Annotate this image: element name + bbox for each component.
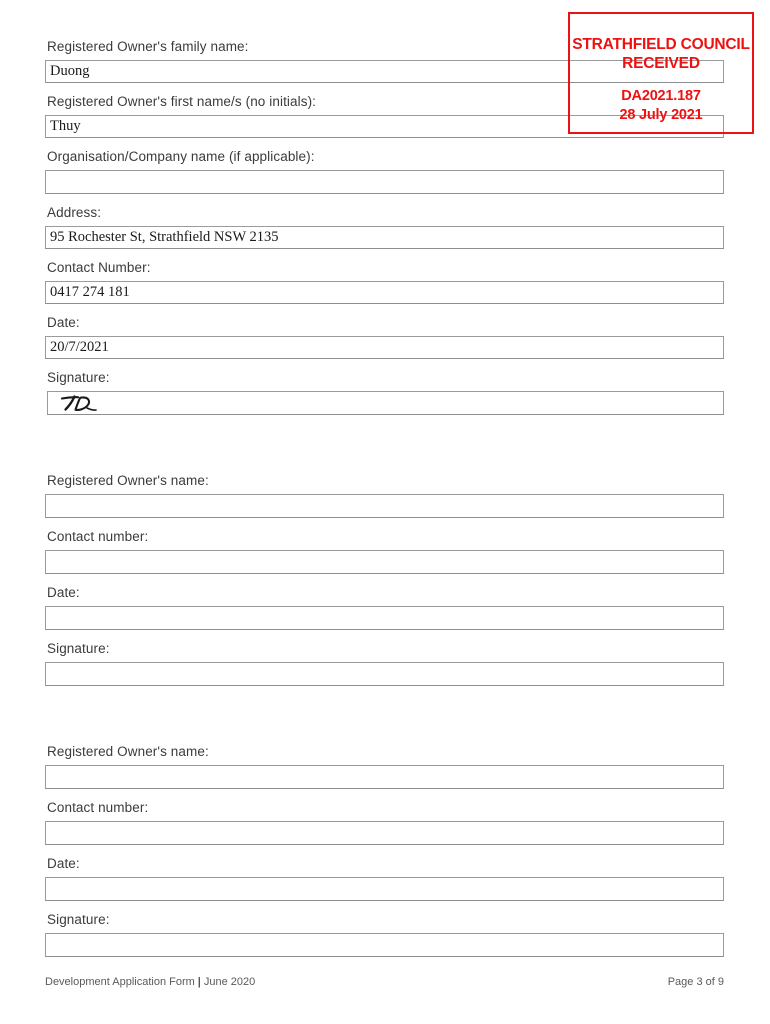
stamp-received-label: RECEIVED xyxy=(622,55,700,72)
input-first-name[interactable] xyxy=(45,115,724,138)
input-contact-number[interactable] xyxy=(45,281,724,304)
field-group-contact-number xyxy=(45,259,724,304)
stamp-da-reference: DA2021.187 xyxy=(621,88,701,104)
field-group-owner3-name xyxy=(45,743,724,789)
field-group-owner2-date xyxy=(45,584,724,630)
owner-block-2 xyxy=(45,472,724,686)
label-contact-number: Contact Number: xyxy=(47,260,151,275)
value-contact-number: 0417 274 181 xyxy=(50,284,130,300)
input-signature[interactable] xyxy=(47,391,724,415)
label-first-name: Registered Owner's first name/s (no initials): xyxy=(47,94,317,109)
label-owner2-date: Date: xyxy=(47,585,80,600)
stamp-council-name: STRATHFIELD COUNCIL xyxy=(572,36,750,53)
input-owner2-date[interactable] xyxy=(45,606,724,630)
input-owner2-signature[interactable] xyxy=(45,662,724,686)
value-first-name: Thuy xyxy=(50,118,81,134)
label-address: Address: xyxy=(47,205,102,220)
owner-block-3 xyxy=(45,743,724,957)
input-organisation[interactable] xyxy=(45,170,724,194)
stamp-received-date: 28 July 2021 xyxy=(619,107,703,123)
input-owner3-signature[interactable] xyxy=(45,933,724,957)
block-spacer-1 xyxy=(45,425,724,472)
label-signature: Signature: xyxy=(47,370,110,385)
field-group-address xyxy=(45,204,724,249)
field-group-owner3-signature xyxy=(45,911,724,957)
label-owner2-contact: Contact number: xyxy=(47,529,149,544)
input-owner3-contact[interactable] xyxy=(45,821,724,845)
field-group-owner2-signature xyxy=(45,640,724,686)
label-family-name: Registered Owner's family name: xyxy=(47,39,249,54)
field-group-owner2-contact xyxy=(45,528,724,574)
label-date: Date: xyxy=(47,315,80,330)
label-organisation: Organisation/Company name (if applicable): xyxy=(47,149,315,164)
value-address: 95 Rochester St, Strathfield NSW 2135 xyxy=(50,229,279,245)
block-spacer-2 xyxy=(45,696,724,743)
input-owner3-date[interactable] xyxy=(45,877,724,901)
input-owner2-contact[interactable] xyxy=(45,550,724,574)
field-group-first-name xyxy=(45,93,724,138)
footer-page-number: Page 3 of 9 xyxy=(667,976,724,988)
input-owner3-name[interactable] xyxy=(45,765,724,789)
value-date: 20/7/2021 xyxy=(50,339,109,355)
field-group-organisation xyxy=(45,148,724,194)
owner-block-1 xyxy=(45,38,724,415)
input-family-name[interactable] xyxy=(45,60,724,83)
footer-form-name: Development Application Form xyxy=(45,976,195,988)
label-owner2-name: Registered Owner's name: xyxy=(47,473,209,488)
owner-details-form xyxy=(45,38,724,967)
field-group-owner3-date xyxy=(45,855,724,901)
label-owner2-signature: Signature: xyxy=(47,641,110,656)
field-group-owner3-contact xyxy=(45,799,724,845)
label-owner3-contact: Contact number: xyxy=(47,800,149,815)
field-group-signature xyxy=(45,369,724,415)
label-owner3-date: Date: xyxy=(47,856,80,871)
value-family-name: Duong xyxy=(50,63,90,79)
input-date[interactable] xyxy=(45,336,724,359)
footer-document-title xyxy=(45,976,255,988)
label-owner3-name: Registered Owner's name: xyxy=(47,744,209,759)
page-footer xyxy=(45,976,724,988)
footer-separator: | xyxy=(197,976,201,988)
field-group-family-name xyxy=(45,38,724,83)
field-group-owner2-name xyxy=(45,472,724,518)
signature-mark-icon xyxy=(58,393,102,414)
footer-date: June 2020 xyxy=(203,976,256,988)
input-address[interactable] xyxy=(45,226,724,249)
input-owner2-name[interactable] xyxy=(45,494,724,518)
field-group-date xyxy=(45,314,724,359)
label-owner3-signature: Signature: xyxy=(47,912,110,927)
